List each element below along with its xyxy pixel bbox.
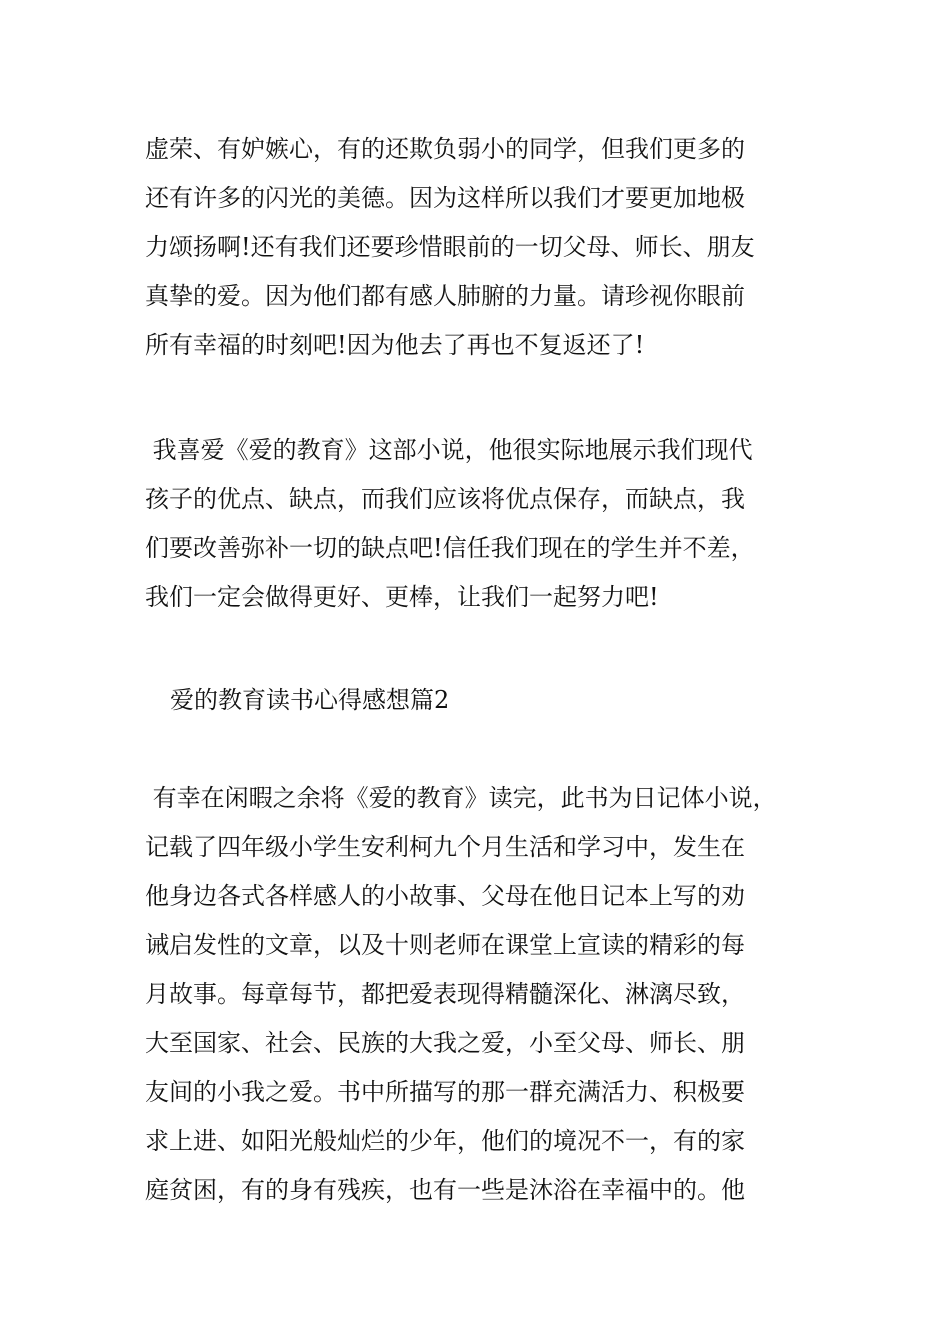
text-line: 们要改善弥补一切的缺点吧!信任我们现在的学生并不差， <box>145 534 755 562</box>
text-line: 还有许多的闪光的美德。因为这样所以我们才要更加地极 <box>145 184 745 212</box>
paragraph-2 <box>145 426 835 622</box>
text-line: 孩子的优点、缺点，而我们应该将优点保存，而缺点，我 <box>145 485 745 513</box>
text-line: 友间的小我之爱。书中所描写的那一群充满活力、积极要 <box>145 1078 745 1106</box>
text-line: 庭贫困，有的身有残疾，也有一些是沐浴在幸福中的。他 <box>145 1176 745 1204</box>
text-line: 虚荣、有妒嫉心，有的还欺负弱小的同学，但我们更多的 <box>145 135 745 163</box>
paragraph-1 <box>145 125 835 370</box>
text-line: 所有幸福的时刻吧!因为他去了再也不复返还了! <box>145 331 645 359</box>
text-line: 月故事。每章每节，都把爱表现得精髓深化、淋漓尽致， <box>145 980 745 1008</box>
text-line: 力颂扬啊!还有我们还要珍惜眼前的一切父母、师长、朋友 <box>145 233 755 261</box>
section-heading: 爱的教育读书心得感想篇2 <box>170 686 450 714</box>
text-line: 大至国家、社会、民族的大我之爱，小至父母、师长、朋 <box>145 1029 745 1057</box>
text-line: 我喜爱《爱的教育》这部小说，他很实际地展示我们现代 <box>145 436 753 464</box>
paragraph-3 <box>145 774 835 1215</box>
text-line: 真挚的爱。因为他们都有感人肺腑的力量。请珍视你眼前 <box>145 282 745 310</box>
text-line: 我们一定会做得更好、更棒，让我们一起努力吧! <box>145 583 659 611</box>
text-line: 求上进、如阳光般灿烂的少年，他们的境况不一，有的家 <box>145 1127 745 1155</box>
text-line: 记载了四年级小学生安利柯九个月生活和学习中，发生在 <box>145 833 745 861</box>
text-line: 诫启发性的文章，以及十则老师在课堂上宣读的精彩的每 <box>145 931 745 959</box>
text-line: 他身边各式各样感人的小故事、父母在他日记本上写的劝 <box>145 882 745 910</box>
text-line: 有幸在闲暇之余将《爱的教育》读完，此书为日记体小说， <box>145 784 777 812</box>
